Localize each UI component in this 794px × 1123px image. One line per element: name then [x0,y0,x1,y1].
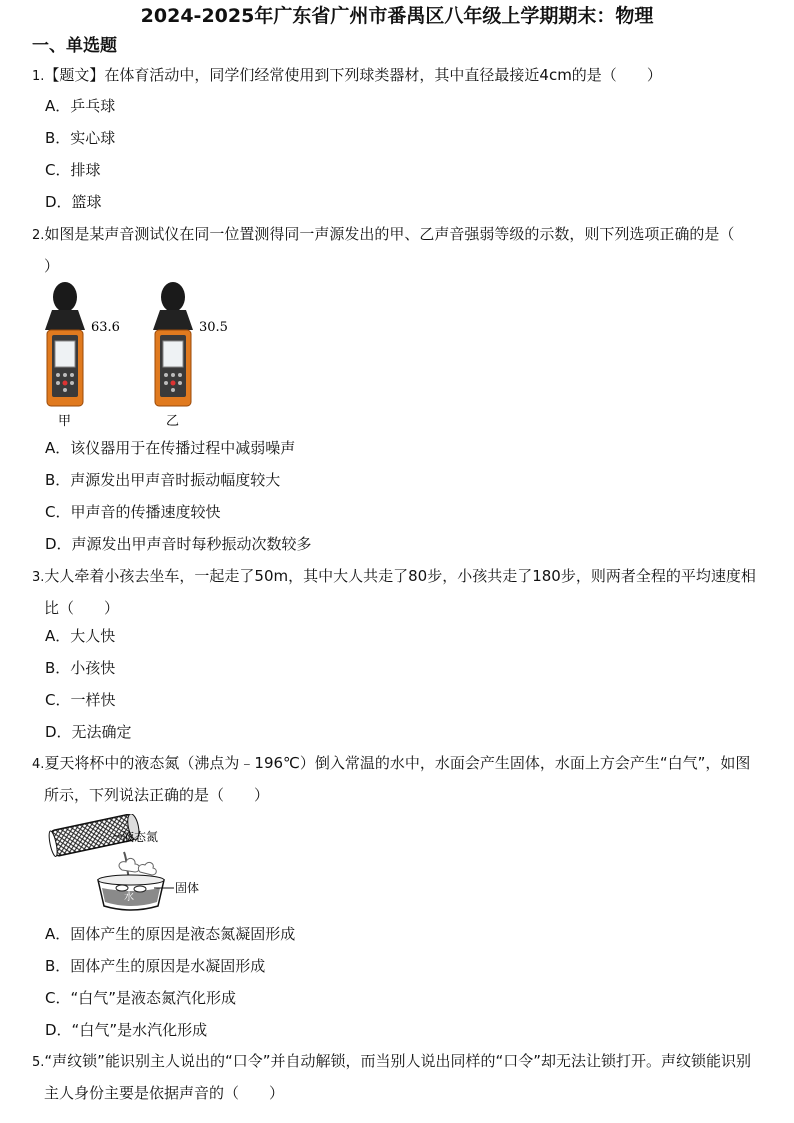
option-2c: C．甲声音的传播速度较快 [45,503,221,521]
option-1b: B．实心球 [45,129,116,147]
question-4 [32,748,790,810]
question-text-line2: 比（ ） [44,599,120,617]
question-text-line2: ） [44,257,60,275]
question-1 [32,60,790,92]
question-text: 【题文】在体育活动中，同学们经常使用到下列球类器材，其中直径最接近4cm的是（ ） [44,66,662,84]
question-number: 2. [32,228,45,243]
question-3 [32,561,790,623]
label-liquid-nitrogen: 液态氮 [122,830,159,844]
label-b: 乙 [166,414,180,429]
option-1d: D．篮球 [45,193,102,211]
option-3b: B．小孩快 [45,659,116,677]
question-number: 5. [32,1055,45,1070]
option-1c: C．排球 [45,161,101,179]
question-number: 3. [32,570,45,585]
question-text-line1: 大人牵着小孩去坐车，一起走了50m，其中大人共走了80步，小孩共走了180步，则两者全程的平均速度相 [44,567,756,585]
question-number: 1. [32,69,45,84]
reading-a: 63.6 [91,320,120,335]
label-water: 水 [124,892,134,903]
option-1a: A．乒乓球 [45,97,116,115]
option-4d: D．“白气”是水汽化形成 [45,1021,208,1039]
label-solid: 固体 [175,881,200,895]
option-2a: A．该仪器用于在传播过程中减弱噪声 [45,439,296,457]
question-text-line2: 主人身份主要是依据声音的（ ） [44,1084,285,1102]
sound-meter-b [153,282,193,406]
question-text-line1: 夏天将杯中的液态氮（沸点为﹣196℃）倒入常温的水中，水面会产生固体，水面上方会产生“白气”，如图 [44,754,751,772]
question-text-line2: 所示，下列说法正确的是（ ） [44,786,270,804]
option-3d: D．无法确定 [45,723,132,741]
option-4c: C．“白气”是液态氮汽化形成 [45,989,237,1007]
question-text-line1: “声纹锁”能识别主人说出的“口令”并自动解锁，而当别人说出同样的“口令”却无法让锁打开。声纹锁能识别 [44,1052,752,1070]
question-5 [32,1046,790,1108]
option-4a: A．固体产生的原因是液态氮凝固形成 [45,925,296,943]
sound-level-meter-figure [40,280,240,432]
page-title: 2024-2025年广东省广州市番禺区八年级上学期期末：物理 [140,5,654,27]
label-a: 甲 [58,414,72,429]
question-number: 4. [32,757,45,772]
question-text-line1: 如图是某声音测试仪在同一位置测得同一声源发出的甲、乙声音强弱等级的示数，则下列选项正确的是（ [44,225,735,243]
option-4b: B．固体产生的原因是水凝固形成 [45,957,266,975]
reading-b: 30.5 [199,320,228,335]
option-3a: A．大人快 [45,627,116,645]
section-heading: 一、单选题 [32,36,117,56]
option-2b: B．声源发出甲声音时振动幅度较大 [45,471,281,489]
liquid-nitrogen-figure [44,814,214,914]
option-2d: D．声源发出甲声音时每秒振动次数较多 [45,535,312,553]
question-2 [32,219,790,281]
sound-meter-a [45,282,85,406]
option-3c: C．一样快 [45,691,116,709]
